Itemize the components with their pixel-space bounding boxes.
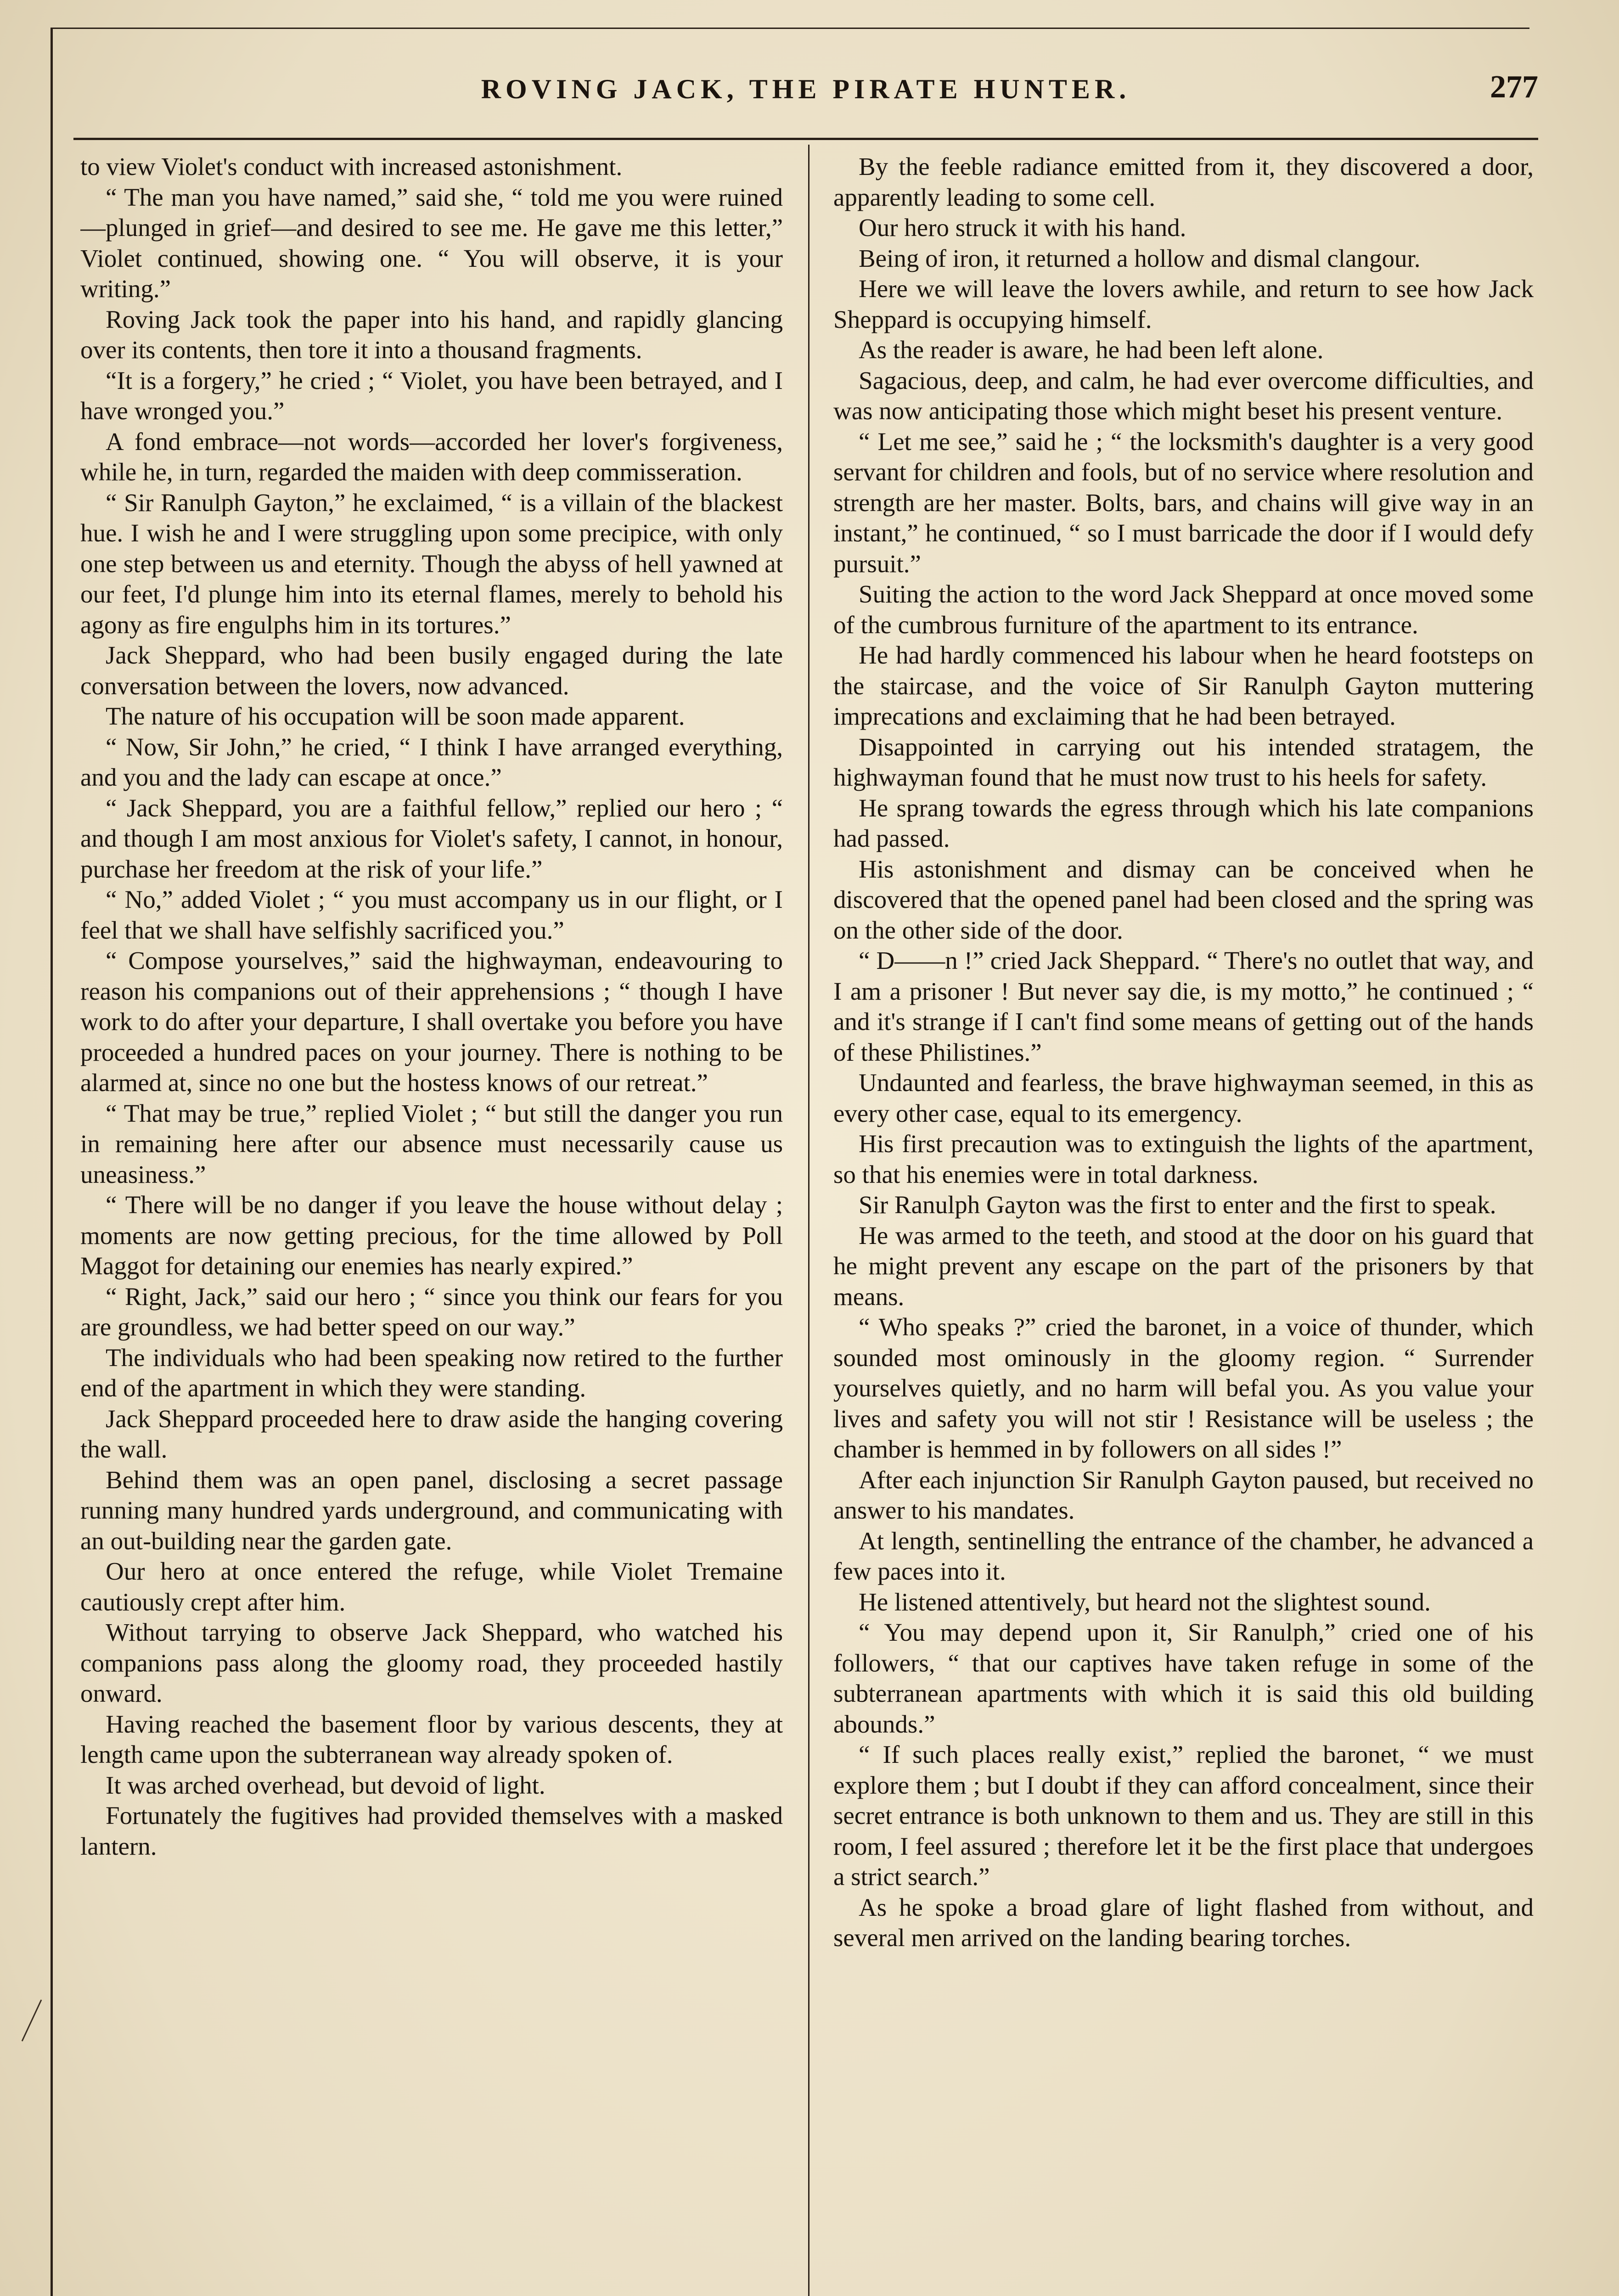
paragraph: “ Who speaks ?” cried the baronet, in a voice of thunder, which sounded most ominously in the gloomy region. “ Surrender yourselves quietly, and no harm will befal you. As you value your lives and safety you will not stir ! Resistance will be useless ; the chamber is hemmed in by followers on all sides !” bbox=[833, 1313, 1534, 1463]
paragraph: “ No,” added Violet ; “ you must accompany us in our flight, or I feel that we shall have selfishly sacrificed you.” bbox=[80, 885, 783, 944]
paragraph: Without tarrying to observe Jack Sheppard, who watched his companions pass along the gloomy road, they proceeded hastily onward. bbox=[80, 1618, 783, 1707]
paragraph: By the feeble radiance emitted from it, they discovered a door, apparently leading to some cell. bbox=[833, 152, 1534, 211]
paragraph: “ There will be no danger if you leave the house without delay ; moments are now getting precious, for the time allowed by Poll Maggot for detaining our enemies has nearly expired.” bbox=[80, 1191, 783, 1280]
paragraph: He listened attentively, but heard not the slightest sound. bbox=[859, 1587, 1431, 1616]
paragraph: “ Now, Sir John,” he cried, “ I think I have arranged everything, and you and the lady can escape at once.” bbox=[80, 732, 783, 791]
column-divider bbox=[808, 145, 810, 2296]
paragraph: He had hardly commenced his labour when he heard footsteps on the staircase, and the voice of Sir Ranulph Gayton muttering imprecations and exclaiming that he had been betrayed. bbox=[833, 641, 1534, 730]
paragraph: As the reader is aware, he had been left alone. bbox=[859, 336, 1324, 364]
paragraph: “ Right, Jack,” said our hero ; “ since you think our fears for you are groundless, we had better speed on our way.” bbox=[80, 1282, 783, 1341]
paragraph: Undaunted and fearless, the brave highwayman seemed, in this as every other case, equal to its emergency. bbox=[833, 1069, 1534, 1127]
page-number: 277 bbox=[1490, 69, 1538, 105]
header-rule bbox=[73, 138, 1538, 140]
paragraph: “It is a forgery,” he cried ; “ Violet, you have been betrayed, and I have wronged you.” bbox=[80, 366, 783, 425]
paragraph: It was arched overhead, but devoid of light. bbox=[106, 1771, 545, 1799]
paragraph: Behind them was an open panel, disclosing a secret passage running many hundred yards underground, and communicating with an out-building near the garden gate. bbox=[80, 1465, 783, 1555]
paragraph: Sagacious, deep, and calm, he had ever overcome difficulties, and was now anticipating those which might beset his present venture. bbox=[833, 366, 1534, 425]
paragraph: Our hero struck it with his hand. bbox=[859, 214, 1186, 242]
paragraph: “ The man you have named,” said she, “ told me you were ruined—plunged in grief—and desired to see me. He gave me this letter,” Violet continued, showing one. “ You will observe, it is your writing.” bbox=[80, 183, 783, 303]
paragraph: “ Compose yourselves,” said the highwayman, endeavouring to reason his companions out of their apprehensions ; “ though I have work to do after your departure, I shall overtake you before you have proceeded a hundred paces on your journey. There is nothing to be alarmed at, since no one but the hostess knows of our retreat.” bbox=[80, 946, 783, 1097]
paragraph: Sir Ranulph Gayton was the first to enter and the first to speak. bbox=[859, 1191, 1496, 1219]
paragraph: “ Let me see,” said he ; “ the locksmith's daughter is a very good servant for children and fools, but of no service where resolution and strength are her master. Bolts, bars, and chains will give way in an instant,” he continued, “ so I must barricade the door if I would defy pursuit.” bbox=[833, 427, 1534, 578]
paragraph: The nature of his occupation will be soon made apparent. bbox=[106, 702, 685, 730]
paragraph: His first precaution was to extinguish the lights of the apartment, so that his enemies were in total darkness. bbox=[833, 1130, 1534, 1188]
paragraph: The individuals who had been speaking now retired to the further end of the apartment in which they were standing. bbox=[80, 1343, 783, 1402]
paragraph: Jack Sheppard proceeded here to draw aside the hanging covering the wall. bbox=[80, 1404, 783, 1463]
paragraph: He was armed to the teeth, and stood at the door on his guard that he might prevent any escape on the part of the prisoners by that means. bbox=[833, 1221, 1534, 1311]
paragraph: Jack Sheppard, who had been busily engaged during the late conversation between the lovers, now advanced. bbox=[80, 641, 783, 700]
paragraph: Fortunately the fugitives had provided themselves with a masked lantern. bbox=[80, 1801, 783, 1860]
paragraph: Roving Jack took the paper into his hand, and rapidly glancing over its contents, then tore it into a thousand fragments. bbox=[80, 305, 783, 364]
paragraph: He sprang towards the egress through which his late companions had passed. bbox=[833, 793, 1534, 852]
running-title: ROVING JACK, THE PIRATE HUNTER. bbox=[481, 74, 1131, 104]
paragraph: A fond embrace—not words—accorded her lover's forgiveness, while he, in turn, regarded the maiden with deep commisseration. bbox=[80, 427, 783, 486]
paragraph: “ Sir Ranulph Gayton,” he exclaimed, “ is a villain of the blackest hue. I wish he and I were struggling upon some precipice, with only one step between us and eternity. Though the abyss of hell yawned at our feet, I'd plunge him into its eternal flames, merely to behold his agony as fire engulphs him in its tortures.” bbox=[80, 488, 783, 639]
paragraph: At length, sentinelling the entrance of the chamber, he advanced a few paces into it. bbox=[833, 1526, 1534, 1585]
margin-pencil-mark bbox=[18, 1998, 46, 2043]
text-column-left bbox=[80, 152, 783, 2296]
paragraph: Being of iron, it returned a hollow and dismal clangour. bbox=[859, 244, 1421, 272]
page-header bbox=[73, 69, 1538, 129]
paragraph: “ Jack Sheppard, you are a faithful fellow,” replied our hero ; “ and though I am most anxious for Violet's safety, I cannot, in honour, purchase her freedom at the risk of your life.” bbox=[80, 793, 783, 883]
paragraph: After each injunction Sir Ranulph Gayton paused, but received no answer to his mandates. bbox=[833, 1465, 1534, 1524]
paragraph: As he spoke a broad glare of light flashed from without, and several men arrived on the landing bearing torches. bbox=[833, 1893, 1534, 1952]
paragraph: His astonishment and dismay can be conceived when he discovered that the opened panel had been closed and the spring was on the other side of the door. bbox=[833, 855, 1534, 944]
paragraph: “ That may be true,” replied Violet ; “ but still the danger you run in remaining here after our absence must necessarily cause us uneasiness.” bbox=[80, 1099, 783, 1188]
paragraph: “ D——n !” cried Jack Sheppard. “ There's no outlet that way, and I am a prisoner ! But never say die, is my motto,” he continued ; “ and it's strange if I can't find some means of getting out of the hands of these Philistines.” bbox=[833, 946, 1534, 1066]
text-column-right bbox=[833, 152, 1534, 2296]
paragraph: Disappointed in carrying out his intended stratagem, the highwayman found that he must now trust to his heels for safety. bbox=[833, 732, 1534, 791]
paragraph: Suiting the action to the word Jack Sheppard at once moved some of the cumbrous furniture of the apartment to its entrance. bbox=[833, 580, 1534, 639]
paragraph: “ You may depend upon it, Sir Ranulph,” cried one of his followers, “ that our captives have taken refuge in some of the subterranean apartments with which it is said this old building abounds.” bbox=[833, 1618, 1534, 1738]
paragraph: Our hero at once entered the refuge, while Violet Tremaine cautiously crept after him. bbox=[80, 1557, 783, 1616]
paragraph: to view Violet's conduct with increased astonishment. bbox=[80, 152, 623, 180]
paragraph: Here we will leave the lovers awhile, and return to see how Jack Sheppard is occupying himself. bbox=[833, 275, 1534, 333]
paragraph: Having reached the basement floor by various descents, they at length came upon the subterranean way already spoken of. bbox=[80, 1710, 783, 1768]
paragraph: “ If such places really exist,” replied the baronet, “ we must explore them ; but I doubt if they can afford concealment, since their secret entrance is both unknown to them and us. They are still in this room, I feel assured ; therefore let it be the first place that undergoes a strict search.” bbox=[833, 1740, 1534, 1891]
